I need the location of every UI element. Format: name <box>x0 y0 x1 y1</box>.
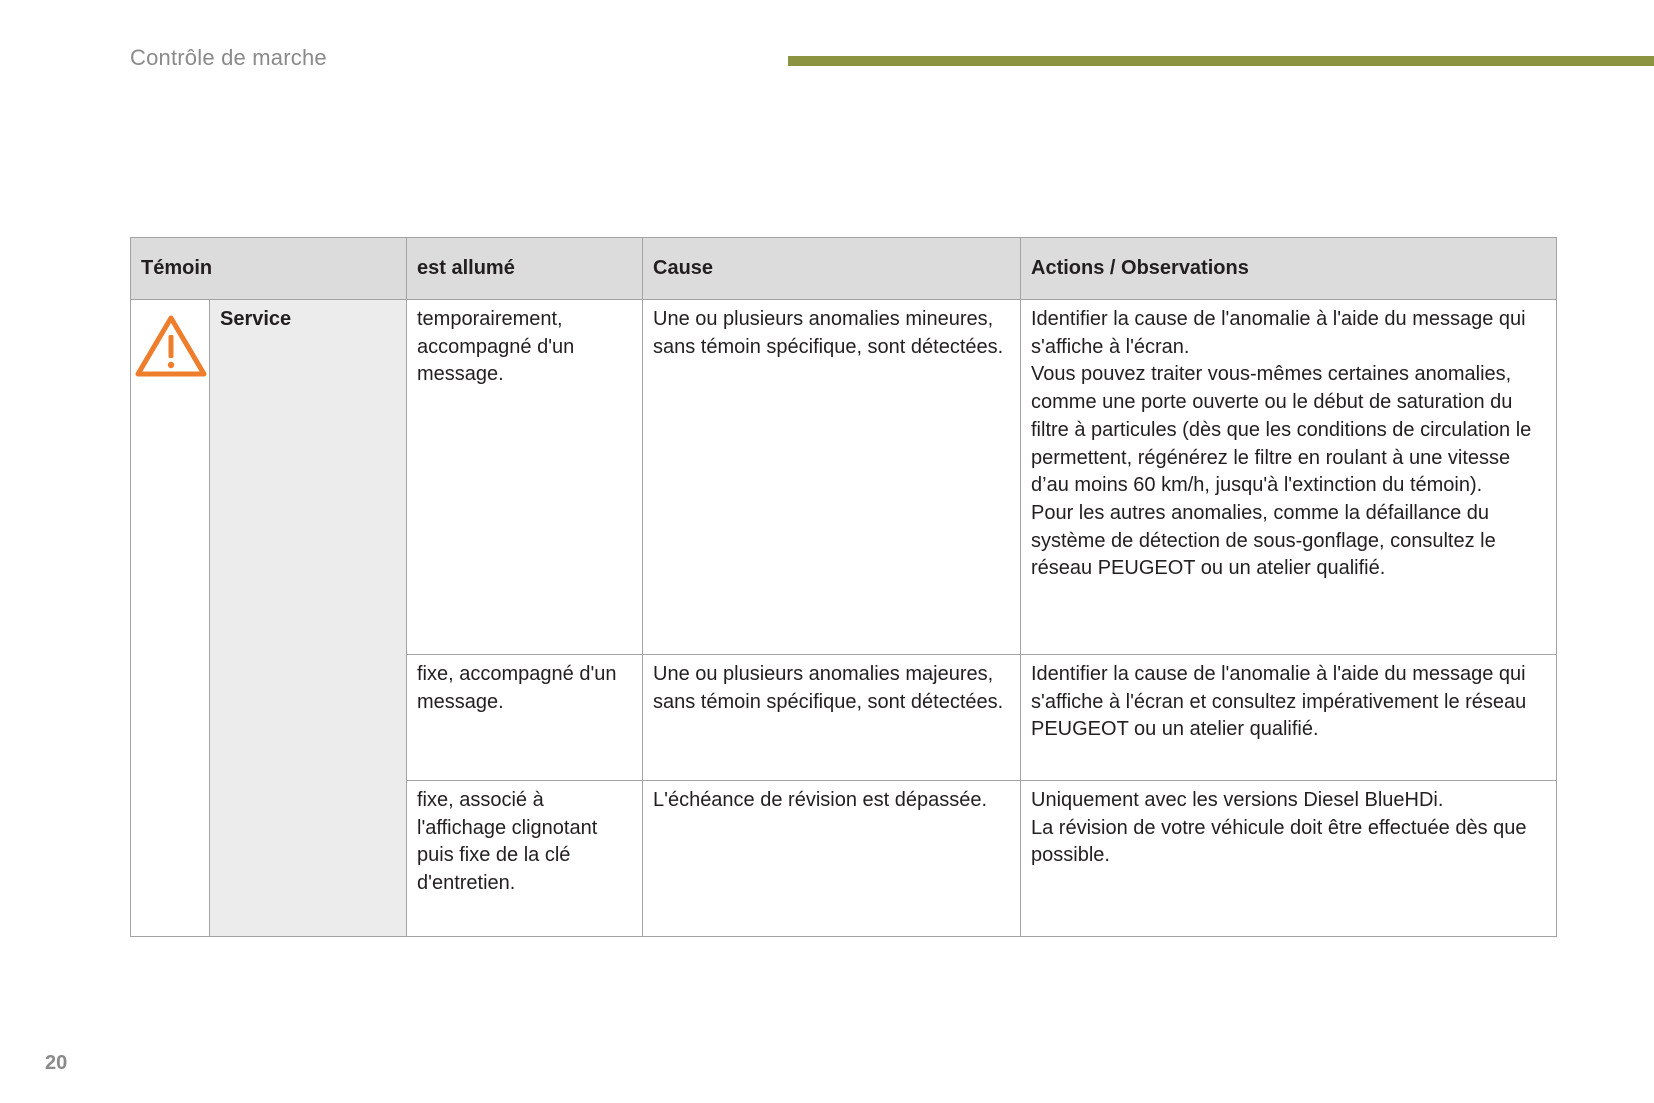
header-accent-bar <box>788 56 1654 66</box>
cause-cell: Une ou plusieurs anomalies mineures, sans témoin spécifique, sont détectées. <box>643 300 1021 655</box>
header-est-allume: est allumé <box>407 238 643 300</box>
page-number: 20 <box>45 1052 68 1074</box>
action-text: Vous pouvez traiter vous-mêmes certaines anomalies, comme une porte ouverte ou le début de saturation du filtre à particules (dès que les conditions de circulation le permettent, régénérez le filtre en roulant à une vitesse d’au moins 60 km/h, jusqu'à l'extinction du témoin). <box>1031 363 1532 497</box>
est-allume-cell: fixe, associé à l'affichage clignotant puis fixe de la clé d'entretien. <box>407 781 643 937</box>
indicator-name: Service <box>210 300 407 937</box>
est-allume-cell: fixe, accompagné d'un message. <box>407 655 643 781</box>
est-allume-cell: temporairement, accompagné d'un message. <box>407 300 643 655</box>
table-header-row <box>131 238 1557 300</box>
actions-cell <box>1021 655 1557 781</box>
header-cause: Cause <box>643 238 1021 300</box>
header-actions: Actions / Observations <box>1021 238 1557 300</box>
warning-lights-table <box>130 237 1557 937</box>
section-title: Contrôle de marche <box>130 45 327 70</box>
cause-cell: Une ou plusieurs anomalies majeures, sans témoin spécifique, sont détectées. <box>643 655 1021 781</box>
action-text: Uniquement avec les versions Diesel BlueHDi. <box>1031 789 1444 811</box>
header-temoin: Témoin <box>131 238 407 300</box>
action-text: Identifier la cause de l'anomalie à l'aide du message qui s'affiche à l'écran. <box>1031 308 1526 358</box>
action-text: Identifier la cause de l'anomalie à l'aide du message qui s'affiche à l'écran et consultez impérativement le réseau PEUGEOT ou un atelier qualifié. <box>1031 663 1527 741</box>
actions-cell <box>1021 300 1557 655</box>
indicator-icon-cell <box>131 300 210 937</box>
action-text: La révision de votre véhicule doit être effectuée dès que possible. <box>1031 816 1527 867</box>
warning-triangle-icon <box>135 314 207 378</box>
table-row <box>131 300 1557 655</box>
action-text: Pour les autres anomalies, comme la défaillance du système de détection de sous-gonflage, consultez le réseau PEUGEOT ou un atelier qualifié. <box>1031 501 1496 580</box>
actions-cell <box>1021 781 1557 937</box>
cause-cell: L'échéance de révision est dépassée. <box>643 781 1021 937</box>
